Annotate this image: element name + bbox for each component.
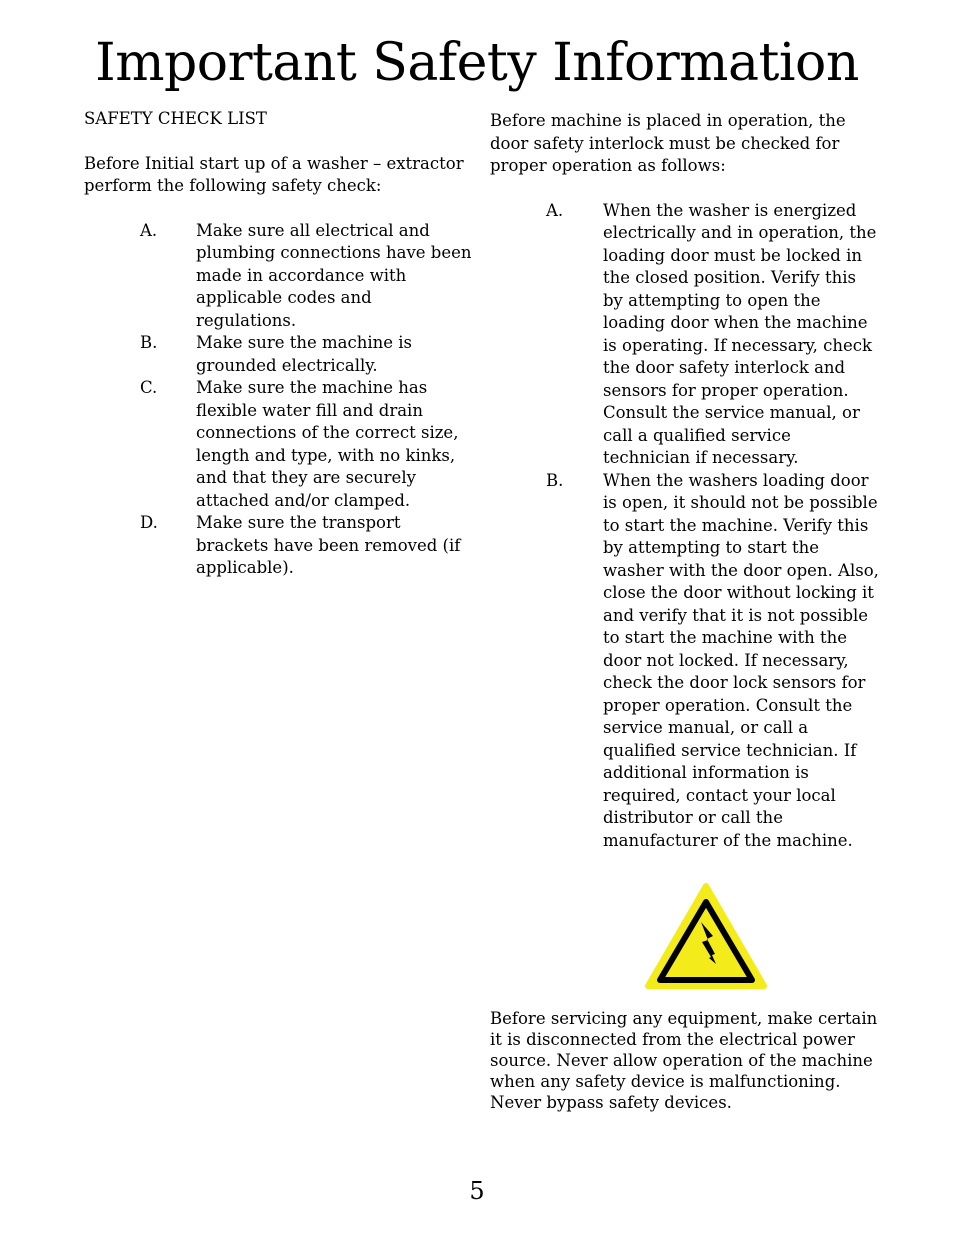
page-title: Important Safety Information	[95, 33, 859, 93]
list-item	[546, 200, 880, 470]
item-text: Make sure all electrical and plumbing connections have been made in accordance with applicable codes and regulations.	[196, 220, 472, 330]
item-text: When the washers loading door is open, it should not be possible to start the machine. Verify this by attempting to start the washer with the door open. Also, close the door without locking it and verify that it is not possible to start the machine with the door not locked. If necessary, check the door lock sensors for proper operation. Consult the service manual, or call a qualified service technician. If additional information is required, contact your local distributor or call the manufacturer of the machine.	[603, 470, 879, 850]
safety-checklist	[140, 220, 474, 580]
right-column	[490, 110, 880, 852]
item-text: When the washer is energized electrically and in operation, the loading door must be locked in the closed position. Verify this by attempting to open the loading door when the machine is operating. If necessary, check the door safety interlock and sensors for proper operation. Consult the service manual, or call a qualified service technician if necessary.	[603, 200, 877, 467]
item-letter: B.	[546, 470, 564, 490]
intro-text: Before Initial start up of a washer – extractor perform the following safety check:	[84, 153, 464, 195]
item-text: Make sure the transport brackets have been removed (if applicable).	[196, 513, 461, 577]
warning-text: Before servicing any equipment, make certain it is disconnected from the electrical power source. Never allow operation of the machine when any safety device is malfunctioning. Never bypass safety devices.	[490, 1009, 878, 1112]
list-item	[546, 470, 880, 853]
item-letter: B.	[140, 333, 158, 352]
interlock-checklist	[546, 200, 880, 853]
interlock-intro-text: Before machine is placed in operation, the door safety interlock must be checked for proper operation as follows:	[490, 111, 846, 175]
list-item	[140, 220, 474, 333]
list-item	[140, 512, 474, 580]
left-column	[84, 108, 474, 580]
item-letter: A.	[546, 200, 564, 220]
page-number: 5	[469, 1177, 485, 1205]
item-letter: A.	[140, 220, 158, 240]
item-letter: D.	[140, 513, 158, 532]
list-item	[140, 332, 474, 377]
high-voltage-warning-icon	[644, 882, 768, 990]
item-text: Make sure the machine is grounded electrically.	[196, 333, 413, 375]
item-letter: C.	[140, 378, 158, 397]
item-text: Make sure the machine has flexible water fill and drain connections of the correct size, length and type, with no kinks, and that they are securely attached and/or clamped.	[196, 378, 459, 510]
section-heading: SAFETY CHECK LIST	[84, 109, 267, 128]
list-item	[140, 377, 474, 512]
